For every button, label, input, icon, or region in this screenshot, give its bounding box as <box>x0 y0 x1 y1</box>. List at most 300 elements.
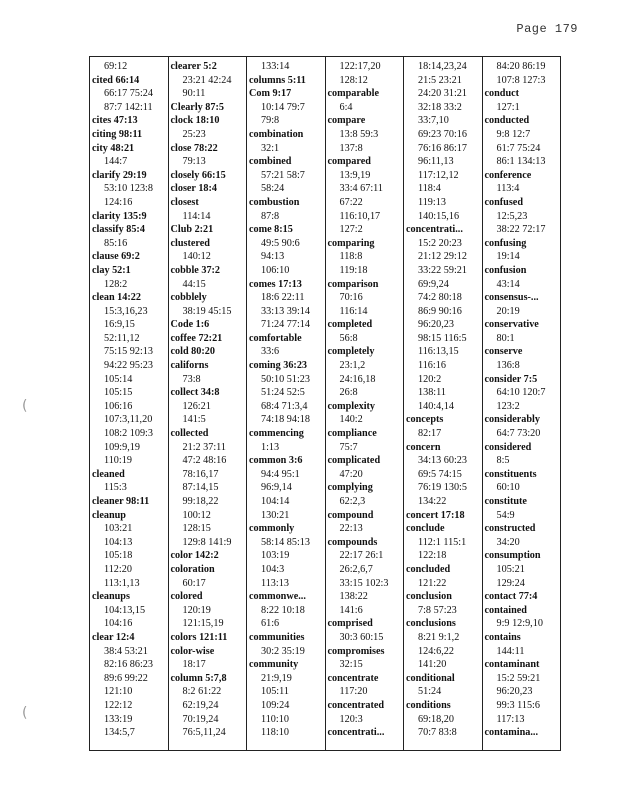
index-term: community <box>249 659 299 671</box>
index-term: colored <box>170 591 203 603</box>
index-term: complexity <box>327 400 376 412</box>
index-term: Code 1:6 <box>170 319 210 331</box>
index-reference: 98:15 116:5 <box>418 332 467 344</box>
index-reference: 122:12 <box>104 699 133 711</box>
index-reference: 69:23 70:16 <box>418 128 467 140</box>
index-reference: 26:2,6,7 <box>339 563 373 575</box>
index-reference: 121:10 <box>104 686 133 698</box>
index-term: colors 121:11 <box>170 631 228 643</box>
index-reference: 117:13 <box>496 713 525 725</box>
index-reference: 107:3,11,20 <box>104 414 153 426</box>
index-reference: 74:18 94:18 <box>261 414 310 426</box>
index-reference: 9:9 12:9,10 <box>496 618 543 630</box>
index-term: comes 17:13 <box>249 278 302 290</box>
index-reference: 124:16 <box>104 196 133 208</box>
index-reference: 90:11 <box>182 88 206 100</box>
index-reference: 129:8 141:9 <box>182 536 232 548</box>
index-reference: 60:10 <box>496 482 520 494</box>
index-reference: 144:7 <box>104 156 128 168</box>
index-term: complying <box>327 482 373 494</box>
index-reference: 86:1 134:13 <box>496 156 546 168</box>
index-reference: 104:14 <box>261 496 290 507</box>
index-reference: 104:13,15 <box>104 604 146 616</box>
index-term: contact 77:4 <box>484 591 538 603</box>
index-reference: 89:6 99:22 <box>104 672 148 684</box>
index-term: citing 98:11 <box>92 128 143 140</box>
index-reference: 12:5,23 <box>496 210 528 222</box>
index-reference: 138:11 <box>418 387 446 399</box>
index-term: considered <box>484 441 532 453</box>
index-term: cobble 37:2 <box>170 264 221 276</box>
index-reference: 33:4 67:11 <box>339 183 383 195</box>
index-reference: 79:13 <box>182 156 206 168</box>
index-reference: 113:1,13 <box>104 577 140 589</box>
index-term: color-wise <box>170 645 215 657</box>
index-reference: 64:7 73:20 <box>496 428 541 440</box>
index-term: cleaner 98:11 <box>92 496 150 507</box>
index-reference: 22:17 26:1 <box>339 550 384 562</box>
index-reference: 114:14 <box>182 210 211 222</box>
index-reference: 118:4 <box>418 183 441 195</box>
index-reference: 20:19 <box>496 305 520 317</box>
index-term: communities <box>249 631 305 643</box>
index-reference: 106:10 <box>261 264 290 276</box>
index-reference: 75:7 <box>339 441 358 453</box>
index-reference: 75:15 92:13 <box>104 346 153 358</box>
index-reference: 47:2 48:16 <box>182 455 227 467</box>
index-reference: 18:6 22:11 <box>261 292 305 304</box>
index-reference: 112:20 <box>104 563 132 575</box>
index-term: collected <box>170 428 209 440</box>
index-reference: 127:2 <box>339 224 363 236</box>
index-reference: 118:10 <box>261 727 289 739</box>
index-reference: 34:13 60:23 <box>418 455 467 467</box>
index-term: consumption <box>484 550 541 562</box>
index-reference: 79:8 <box>261 115 280 127</box>
index-term: conclusions <box>406 618 456 630</box>
index-reference: 21:12 29:12 <box>418 251 467 263</box>
index-reference: 16:9,15 <box>104 319 135 331</box>
index-reference: 117:20 <box>339 686 368 698</box>
index-reference: 134:5,7 <box>104 727 135 739</box>
index-reference: 38:19 45:15 <box>182 305 232 317</box>
index-reference: 85:16 <box>104 237 128 249</box>
index-reference: 78:16,17 <box>182 468 219 480</box>
index-reference: 33:15 102:3 <box>339 577 389 589</box>
index-reference: 109:24 <box>261 699 290 711</box>
index-term: concern <box>406 441 441 453</box>
index-reference: 116:14 <box>339 305 368 317</box>
index-term: come 8:15 <box>249 224 293 236</box>
index-reference: 8:5 <box>496 455 510 467</box>
index-reference: 104:3 <box>261 563 285 575</box>
index-reference: 51:24 <box>418 686 442 698</box>
index-reference: 76:19 130:5 <box>418 482 467 494</box>
index-term: considerably <box>484 414 540 426</box>
index-reference: 124:6,22 <box>418 645 454 657</box>
index-reference: 8:2 61:22 <box>182 686 222 698</box>
index-reference: 103:19 <box>261 550 290 562</box>
index-reference: 82:16 86:23 <box>104 659 153 671</box>
index-term: cites 47:13 <box>92 115 138 127</box>
index-reference: 108:2 109:3 <box>104 428 153 440</box>
index-term: comfortable <box>249 332 302 344</box>
index-reference: 116:16 <box>418 360 446 372</box>
index-reference: 123:2 <box>496 400 520 412</box>
margin-mark: ( <box>22 705 28 721</box>
index-reference: 113:13 <box>261 577 289 589</box>
index-term: column 5:7,8 <box>170 672 227 684</box>
index-reference: 110:19 <box>104 455 132 467</box>
index-reference: 24:16,18 <box>339 373 376 385</box>
index-reference: 80:1 <box>496 332 515 344</box>
index-reference: 38:22 72:17 <box>496 224 546 236</box>
index-term: concert 17:18 <box>406 509 465 521</box>
index-reference: 68:4 71:3,4 <box>261 400 308 412</box>
index-reference: 71:24 77:14 <box>261 319 310 331</box>
index-reference: 109:9,19 <box>104 441 140 453</box>
index-reference: 96:20,23 <box>496 686 533 698</box>
index-term: conditional <box>406 672 455 684</box>
word-index-table <box>89 56 561 751</box>
index-reference: 58:24 <box>261 183 285 195</box>
index-term: commonly <box>249 523 295 535</box>
index-reference: 113:4 <box>496 183 520 195</box>
index-term: completed <box>327 319 373 331</box>
index-reference: 58:14 85:13 <box>261 536 310 548</box>
index-reference: 15:3,16,23 <box>104 305 148 317</box>
index-term: compliance <box>327 428 377 440</box>
index-reference: 119:13 <box>418 196 446 208</box>
index-reference: 69:5 74:15 <box>418 468 462 480</box>
index-reference: 120:3 <box>339 713 363 725</box>
index-term: confusing <box>484 237 527 249</box>
index-term: clock 18:10 <box>170 115 220 127</box>
index-reference: 64:10 120:7 <box>496 387 546 399</box>
index-reference: 105:11 <box>261 686 289 698</box>
index-reference: 133:14 <box>261 61 290 72</box>
index-term: combustion <box>249 196 300 208</box>
index-reference: 15:2 59:21 <box>496 672 541 684</box>
index-reference: 128:12 <box>339 74 368 86</box>
index-term: clean 14:22 <box>92 292 141 304</box>
index-reference: 112:1 115:1 <box>418 536 467 548</box>
index-reference: 54:9 <box>496 509 515 521</box>
index-reference: 74:2 80:18 <box>418 292 462 304</box>
index-term: combination <box>249 128 304 140</box>
index-term: conclude <box>406 523 445 535</box>
index-reference: 96:9,14 <box>261 482 292 494</box>
index-reference: 76:16 86:17 <box>418 142 467 154</box>
index-column-1 <box>90 57 168 750</box>
index-term: Com 9:17 <box>249 88 292 100</box>
index-term: contains <box>484 631 521 643</box>
index-reference: 51:24 52:5 <box>261 387 305 399</box>
index-column-5 <box>403 57 482 750</box>
index-reference: 99:18,22 <box>182 496 219 507</box>
index-reference: 19:14 <box>496 251 520 263</box>
index-reference: 141:20 <box>418 659 447 671</box>
index-term: coming 36:23 <box>249 360 308 372</box>
index-reference: 120:2 <box>418 373 442 385</box>
index-reference: 130:21 <box>261 509 290 521</box>
index-reference: 94:13 <box>261 251 285 263</box>
index-term: contaminant <box>484 659 540 671</box>
index-term: compare <box>327 115 366 127</box>
index-reference: 117:12,12 <box>418 169 459 181</box>
index-term: concepts <box>406 414 444 426</box>
index-reference: 52:11,12 <box>104 332 140 344</box>
index-reference: 18:17 <box>182 659 206 671</box>
index-reference: 60:17 <box>182 577 206 589</box>
index-reference: 105:18 <box>104 550 133 562</box>
index-term: closely 66:15 <box>170 169 226 181</box>
index-reference: 70:19,24 <box>182 713 219 725</box>
index-reference: 21:9,19 <box>261 672 292 684</box>
index-term: clay 52:1 <box>92 264 131 276</box>
index-reference: 86:9 90:16 <box>418 305 462 317</box>
index-term: closer 18:4 <box>170 183 217 195</box>
index-term: Club 2:21 <box>170 224 214 236</box>
index-reference: 33:6 <box>261 346 280 358</box>
index-term: clarity 135:9 <box>92 210 147 222</box>
index-term: conditions <box>406 699 451 711</box>
index-reference: 121:15,19 <box>182 618 224 630</box>
index-reference: 138:22 <box>339 591 368 603</box>
index-term: concentrated <box>327 699 385 711</box>
index-reference: 96:11,13 <box>418 156 454 168</box>
index-column-4 <box>325 57 404 750</box>
index-term: closest <box>170 196 199 208</box>
index-term: conduct <box>484 88 520 100</box>
index-reference: 50:10 51:23 <box>261 373 310 385</box>
index-reference: 67:22 <box>339 196 363 208</box>
index-reference: 47:20 <box>339 468 363 480</box>
index-term: cleanups <box>92 591 130 603</box>
index-reference: 32:15 <box>339 659 363 671</box>
index-reference: 120:19 <box>182 604 211 616</box>
index-term: classify 85:4 <box>92 224 145 236</box>
index-reference: 127:1 <box>496 101 520 113</box>
index-reference: 61:7 75:24 <box>496 142 541 154</box>
index-term: conservative <box>484 319 539 331</box>
page-number: Page 179 <box>516 22 578 36</box>
index-reference: 57:21 58:7 <box>261 169 305 181</box>
index-term: conserve <box>484 346 523 358</box>
index-term: complicated <box>327 455 381 467</box>
index-term: common 3:6 <box>249 455 303 467</box>
index-reference: 115:3 <box>104 482 127 494</box>
index-reference: 122:18 <box>418 550 447 562</box>
index-reference: 69:9,24 <box>418 278 449 290</box>
index-term: compared <box>327 156 371 168</box>
index-term: collect 34:8 <box>170 387 220 399</box>
index-reference: 76:5,11,24 <box>182 727 226 739</box>
index-reference: 30:3 60:15 <box>339 631 384 643</box>
index-term: compound <box>327 509 374 521</box>
index-reference: 87:14,15 <box>182 482 219 494</box>
index-term: cold 80:20 <box>170 346 215 358</box>
index-term: concentrati... <box>327 727 385 739</box>
index-term: concentrate <box>327 672 379 684</box>
index-reference: 21:2 37:11 <box>182 441 226 453</box>
index-reference: 62:2,3 <box>339 496 366 507</box>
index-term: concluded <box>406 563 451 575</box>
index-reference: 140:15,16 <box>418 210 460 222</box>
index-reference: 34:20 <box>496 536 520 548</box>
index-term: contained <box>484 604 527 616</box>
index-term: conclusion <box>406 591 452 603</box>
index-reference: 15:2 20:23 <box>418 237 462 249</box>
index-reference: 128:15 <box>182 523 211 535</box>
index-reference: 133:19 <box>104 713 133 725</box>
index-term: commonwe... <box>249 591 306 603</box>
index-reference: 24:20 31:21 <box>418 88 467 100</box>
index-reference: 13:9,19 <box>339 169 371 181</box>
index-term: city 48:21 <box>92 142 135 154</box>
index-reference: 6:4 <box>339 101 353 113</box>
index-reference: 118:8 <box>339 251 363 263</box>
index-reference: 105:14 <box>104 373 133 385</box>
index-reference: 30:2 35:19 <box>261 645 305 657</box>
index-reference: 8:21 9:1,2 <box>418 631 460 643</box>
index-reference: 103:21 <box>104 523 133 535</box>
index-term: color 142:2 <box>170 550 219 562</box>
index-term: clear 12:4 <box>92 631 135 643</box>
index-reference: 137:8 <box>339 142 363 154</box>
index-reference: 122:17,20 <box>339 61 381 72</box>
index-term: clearer 5:2 <box>170 61 217 72</box>
index-reference: 7:8 57:23 <box>418 604 457 616</box>
index-reference: 22:13 <box>339 523 363 535</box>
index-term: coffee 72:21 <box>170 332 223 344</box>
index-term: contamina... <box>484 727 538 739</box>
index-term: commencing <box>249 428 304 440</box>
index-reference: 10:14 79:7 <box>261 101 305 113</box>
index-reference: 53:10 123:8 <box>104 183 153 195</box>
index-term: Clearly 87:5 <box>170 101 224 113</box>
index-reference: 144:11 <box>496 645 525 657</box>
index-reference: 73:8 <box>182 373 201 385</box>
index-reference: 70:7 83:8 <box>418 727 457 739</box>
index-term: confused <box>484 196 523 208</box>
index-reference: 140:4,14 <box>418 400 454 412</box>
index-column-3 <box>246 57 325 750</box>
index-term: concentrati... <box>406 224 463 236</box>
index-reference: 116:13,15 <box>418 346 459 358</box>
index-reference: 62:19,24 <box>182 699 219 711</box>
index-term: comparing <box>327 237 375 249</box>
index-term: combined <box>249 156 292 168</box>
index-term: constituents <box>484 468 537 480</box>
index-reference: 140:12 <box>182 251 211 263</box>
index-reference: 141:6 <box>339 604 363 616</box>
index-term: conference <box>484 169 532 181</box>
index-term: coloration <box>170 563 215 575</box>
index-reference: 26:8 <box>339 387 358 399</box>
index-reference: 119:18 <box>339 264 368 276</box>
index-reference: 43:14 <box>496 278 520 290</box>
index-reference: 87:8 <box>261 210 280 222</box>
index-reference: 23:21 42:24 <box>182 74 232 86</box>
index-reference: 129:24 <box>496 577 525 589</box>
index-reference: 106:16 <box>104 400 133 412</box>
index-reference: 121:22 <box>418 577 447 589</box>
index-reference: 96:20,23 <box>418 319 454 331</box>
index-reference: 104:13 <box>104 536 133 548</box>
index-reference: 21:5 23:21 <box>418 74 462 86</box>
index-term: compounds <box>327 536 378 548</box>
index-term: consensus-... <box>484 292 539 304</box>
index-reference: 44:15 <box>182 278 206 290</box>
index-reference: 70:16 <box>339 292 363 304</box>
index-reference: 134:22 <box>418 496 447 507</box>
index-reference: 141:5 <box>182 414 206 426</box>
index-reference: 38:4 53:21 <box>104 645 148 657</box>
index-reference: 49:5 90:6 <box>261 237 300 249</box>
index-term: cobblely <box>170 292 207 304</box>
index-term: clustered <box>170 237 210 249</box>
index-reference: 110:10 <box>261 713 289 725</box>
index-reference: 99:3 115:6 <box>496 699 540 711</box>
index-reference: 105:15 <box>104 387 133 399</box>
index-reference: 66:17 75:24 <box>104 88 153 100</box>
index-reference: 84:20 86:19 <box>496 61 546 72</box>
index-reference: 1:13 <box>261 441 280 453</box>
index-reference: 100:12 <box>182 509 211 521</box>
index-reference: 105:21 <box>496 563 525 575</box>
index-reference: 128:2 <box>104 278 128 290</box>
index-term: confusion <box>484 264 527 276</box>
index-reference: 32:18 33:2 <box>418 101 462 113</box>
margin-mark: ( <box>22 398 28 414</box>
index-reference: 33:22 59:21 <box>418 264 467 276</box>
index-reference: 69:18,20 <box>418 713 454 725</box>
index-term: cited 66:14 <box>92 74 140 86</box>
index-term: compromises <box>327 645 385 657</box>
index-term: clarify 29:19 <box>92 169 147 181</box>
index-term: comprised <box>327 618 373 630</box>
index-term: close 78:22 <box>170 142 218 154</box>
index-term: cleanup <box>92 509 126 521</box>
index-column-2 <box>168 57 247 750</box>
index-reference: 126:21 <box>182 400 211 412</box>
index-reference: 9:8 12:7 <box>496 128 531 140</box>
index-reference: 13:8 59:3 <box>339 128 379 140</box>
index-reference: 32:1 <box>261 142 280 154</box>
index-term: completely <box>327 346 375 358</box>
index-term: consider 7:5 <box>484 373 538 385</box>
index-term: clause 69:2 <box>92 251 140 263</box>
index-term: comparable <box>327 88 379 100</box>
index-term: constitute <box>484 496 527 507</box>
index-reference: 104:16 <box>104 618 133 630</box>
index-reference: 61:6 <box>261 618 280 630</box>
index-reference: 18:14,23,24 <box>418 61 467 72</box>
index-reference: 69:12 <box>104 61 128 72</box>
index-reference: 140:2 <box>339 414 363 426</box>
index-term: californs <box>170 360 209 372</box>
index-reference: 23:1,2 <box>339 360 366 372</box>
index-reference: 94:4 95:1 <box>261 468 300 480</box>
index-reference: 94:22 95:23 <box>104 360 153 372</box>
index-column-6 <box>482 57 561 750</box>
index-reference: 33:7,10 <box>418 115 449 127</box>
index-term: columns 5:11 <box>249 74 306 86</box>
index-term: conducted <box>484 115 530 127</box>
index-reference: 56:8 <box>339 332 358 344</box>
index-term: constructed <box>484 523 536 535</box>
